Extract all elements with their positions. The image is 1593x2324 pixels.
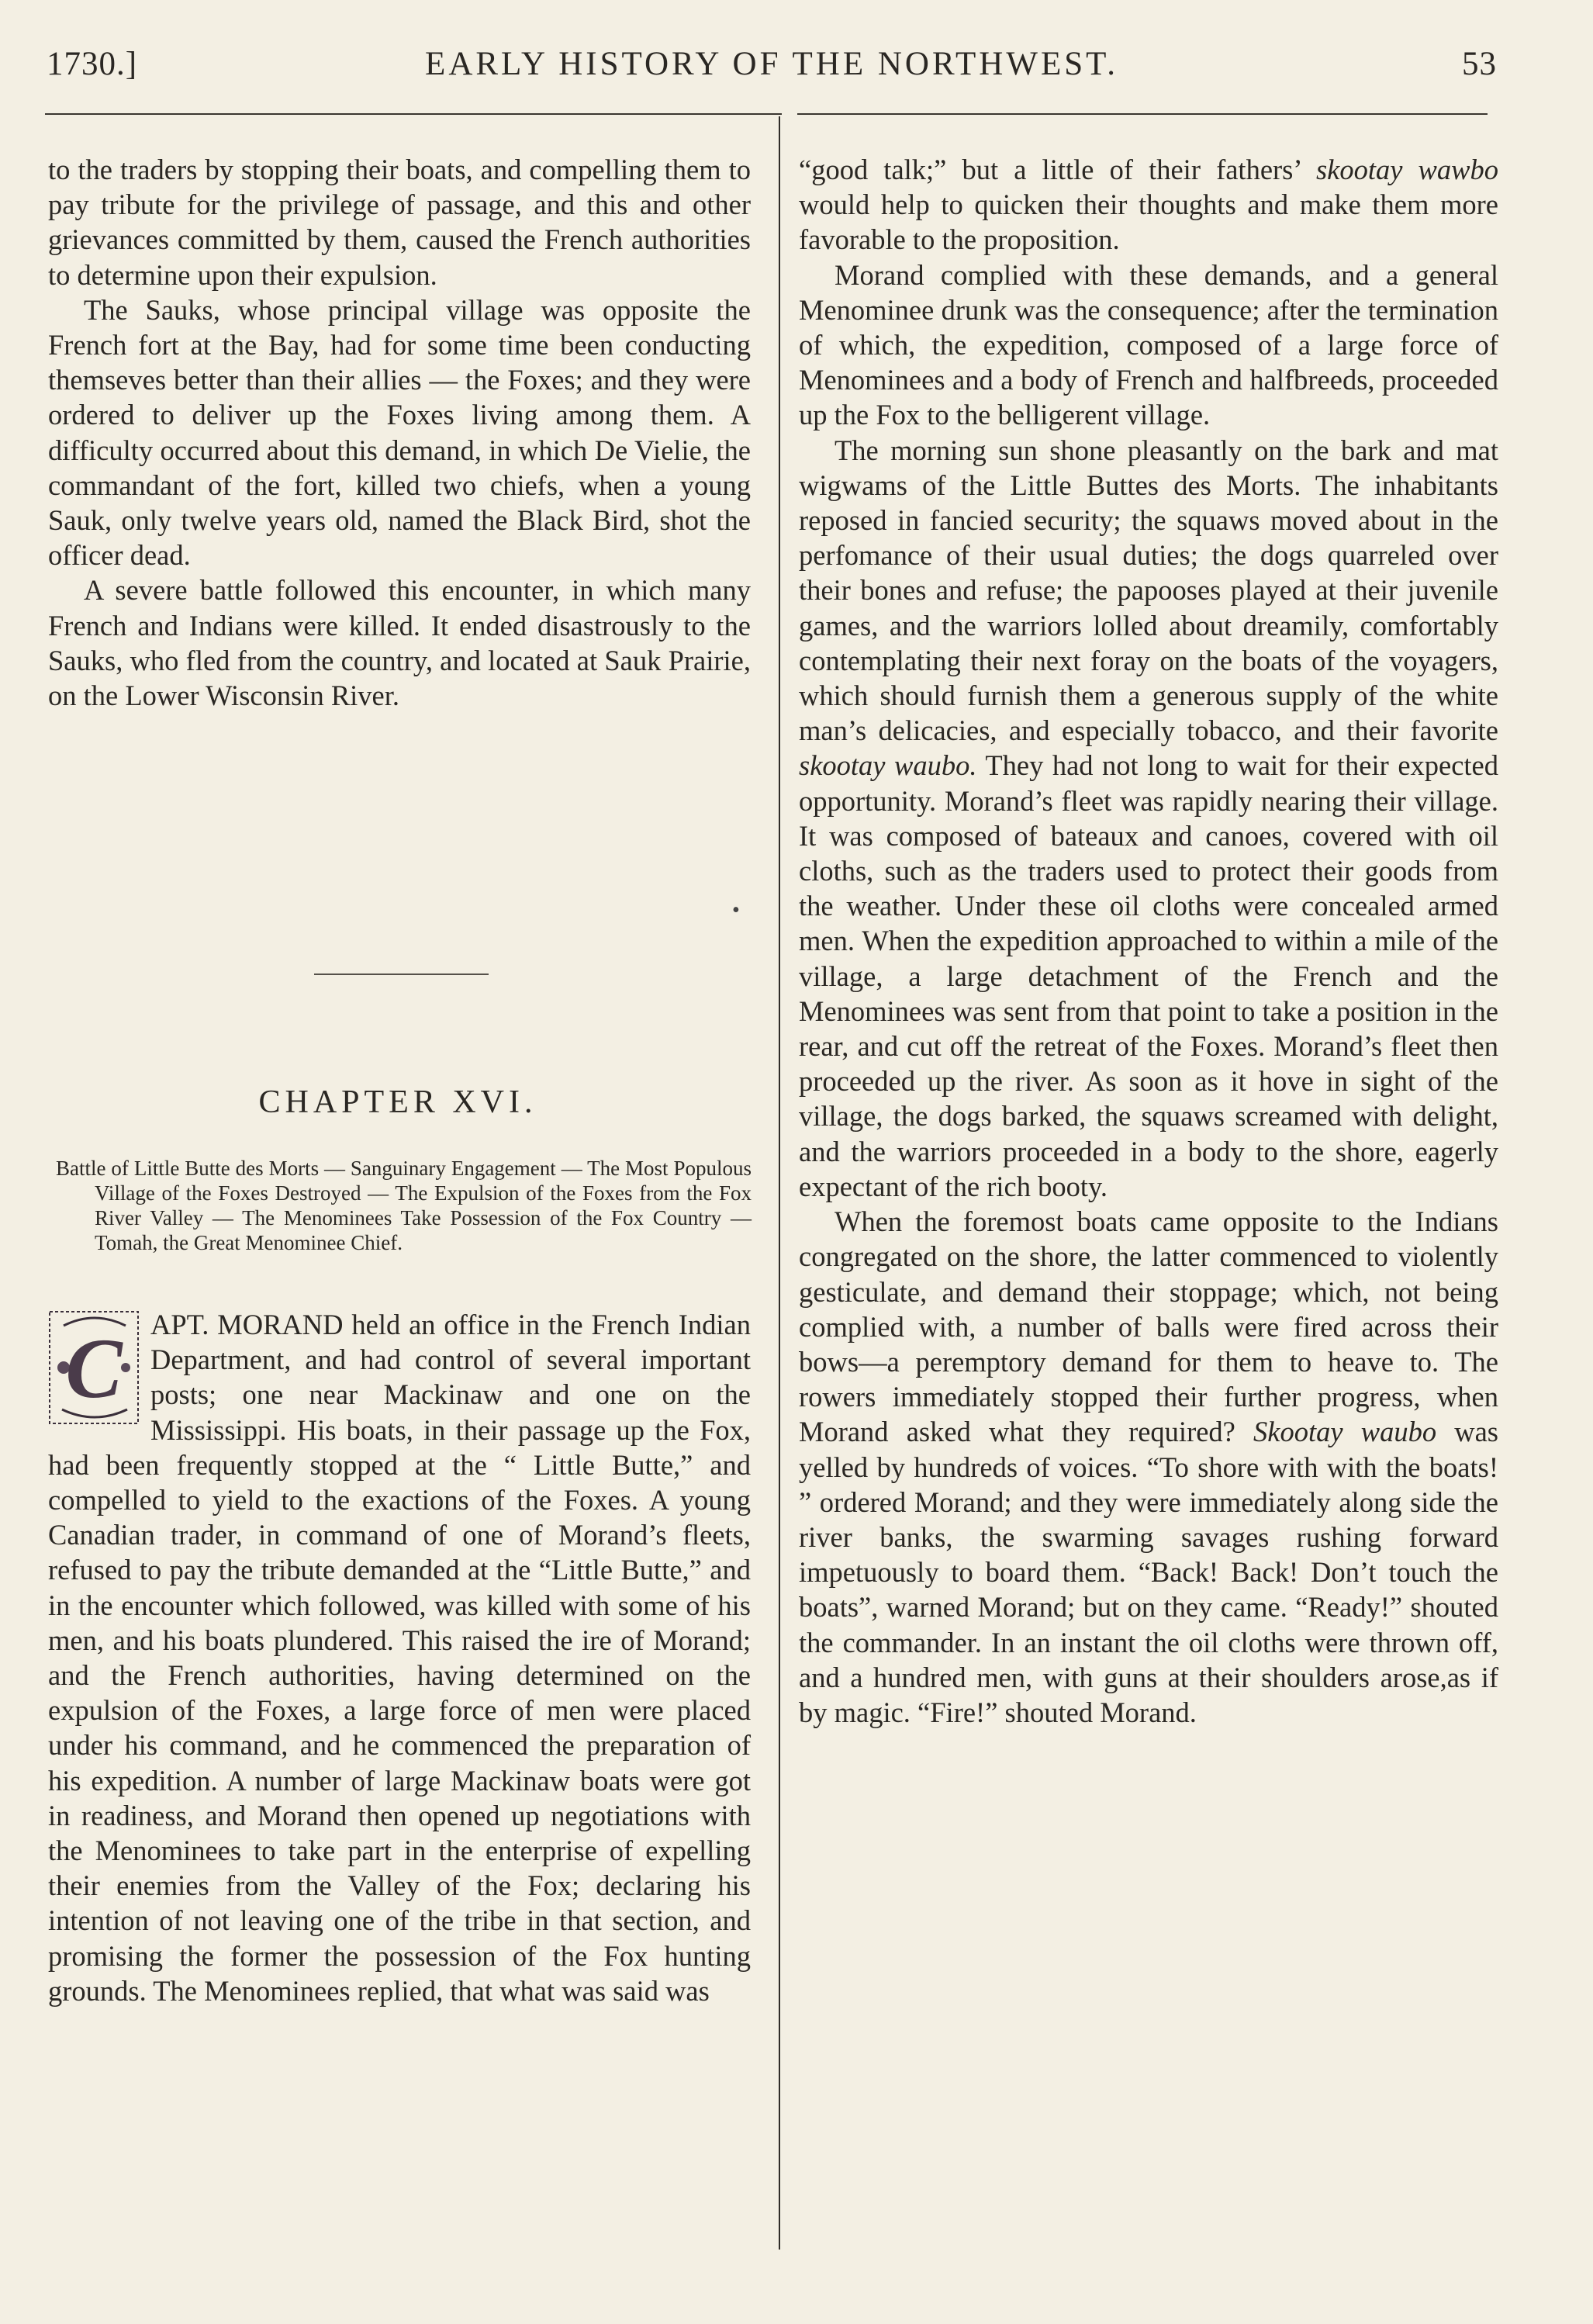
- left-column-top: [48, 152, 751, 713]
- chapter-summary-text: Battle of Little Butte des Morts — Sanguinary Engagement — The Most Populous Village of the Foxes Destroyed — The Expulsion of the Foxes from the Fox River Valley — The Menominees Take Possession of the Fox Country —Tomah, the Great Menominee Chief.: [56, 1157, 752, 1254]
- header-year: 1730.]: [47, 46, 138, 82]
- chapter-heading: CHAPTER XVI.: [258, 1084, 537, 1120]
- paragraph: When the foremost boats came opposite to the Indians congregated on the shore, the latter commenced to violently gesticulate, and demand their stoppage; which, not being complied with, a number of balls were fired across their bows—a peremptory demand for them to heave to. The rowers immediately stopped their further progress, when Morand asked what they required? Skootay waubo was yelled by hundreds of voices. “To shore with with the boats! ” ordered Morand; and they were immediately along side the river banks, the swarming savages rushing forward impetuously to board them. “Back! Back! Don’t touch the boats”, warned Morand; but on they came. “Ready!” shouted the commander. In an instant the oil cloths were thrown off, and a hundred men, with guns at their shoulders arose,as if by magic. “Fire!” shouted Morand.: [799, 1205, 1498, 1728]
- dropcap-letter: C: [65, 1321, 123, 1416]
- header-rule-left: [45, 113, 782, 115]
- chapter-summary: [56, 1156, 752, 1255]
- left-column-bottom: [48, 1307, 751, 2008]
- section-divider: [314, 974, 489, 975]
- right-column: [799, 152, 1498, 1730]
- column-separator: [779, 116, 780, 2250]
- italic-term: skootay waubo.: [799, 749, 977, 782]
- paragraph: to the traders by stopping their boats, and compelling them to pay tribute for the privilege of passage, and this and other grievances committed by them, caused the French authorities to determine upon their expulsion.: [48, 154, 751, 291]
- stray-mark: •: [732, 898, 740, 922]
- italic-term: skootay wawbo: [1315, 154, 1498, 185]
- page-number: 53: [1462, 46, 1497, 82]
- header-rule-right: [797, 113, 1488, 115]
- paragraph: A severe battle followed this encounter, in which many French and Indians were killed. It ended disastrously to the Sauks, who fled from the country, and located at Sauk Prairie, on the Lower Wisconsin River.: [48, 574, 751, 712]
- ornamental-dropcap: [48, 1310, 140, 1425]
- italic-term: Skootay waubo: [1253, 1416, 1437, 1448]
- header-title: EARLY HISTORY OF THE NORTHWEST.: [425, 46, 1118, 82]
- running-header: [47, 45, 1497, 92]
- paragraph: “good talk;” but a little of their fathers’ skootay wawbo would help to quicken their thoughts and make them more favorable to the proposition.: [799, 154, 1498, 256]
- paragraph: Morand complied with these demands, and a general Menominee drunk was the consequence; after the termination of which, the expedition, composed of a large force of Menominees and a body of French and halfbreeds, proceeded up the Fox to the belligerent village.: [799, 258, 1498, 431]
- paragraph: The morning sun shone pleasantly on the bark and mat wigwams of the Little Buttes des Morts. The inhabitants reposed in fancied security; the squaws moved about in the perfomance of their usual duties; the dogs quarreled over their bones and refuse; the papooses played at their juvenile games, and the warriors lolled about dreamily, comfortably contemplating their next foray on the boats of the voyagers, which should furnish them a generous supply of the white man’s delicacies, and especially tobacco, and their favorite skootay waubo. They had not long to wait for their expected opportunity. Morand’s fleet was rapidly nearing their village. It was composed of bateaux and canoes, covered with oil cloths, such as the traders used to protect their goods from the weather. Under these oil cloths were concealed armed men. When the expedition approached to within a mile of the village, a large detachment of the French and the Menominees was sent from that point to take a position in the rear, and cut off the retreat of the Foxes. Morand’s fleet then proceeded up the river. As soon as it hove in sight of the village, the dogs barked, the squaws screamed with delight, and the warriors proceeded in a body to the shore, eagerly expectant of the rich booty.: [799, 434, 1499, 1202]
- paragraph: The Sauks, whose principal village was opposite the French fort at the Bay, had for some time been conducting themseves better than their allies — the Foxes; and they were ordered to deliver up the Foxes living among them. A difficulty occurred about this demand, in which De Vielie, the commandant of the fort, killed two chiefs, when a young Sauk, only twelve years old, named the Black Bird, shot the officer dead.: [48, 293, 751, 572]
- paragraph: APT. MORAND held an office in the French Indian Department, and had control of several important posts; one near Mackinaw and one on the Mississippi. His boats, in their passage up the Fox, had been frequently stopped at the “ Little Butte,” and compelled to yield to the exactions of the Foxes. A young Canadian trader, in command of one of Morand’s fleets, refused to pay the tribute demanded at the “Little Butte,” and in the encounter which followed, was killed with some of his men, and his boats plundered. This raised the ire of Morand; and the French authorities, having determined on the expulsion of the Foxes, a large force of men were placed under his command, and he commenced the preparation of his expedition. A number of large Mackinaw boats were got in readiness, and Morand then opened up negotiations with the Menominees to take part in the enterprise of expelling their enemies from the Valley of the Fox; declaring his intention of not leaving one of the tribe in that section, and promising the former the possession of the Fox hunting grounds. The Menominees replied, that what was said was: [48, 1309, 751, 2007]
